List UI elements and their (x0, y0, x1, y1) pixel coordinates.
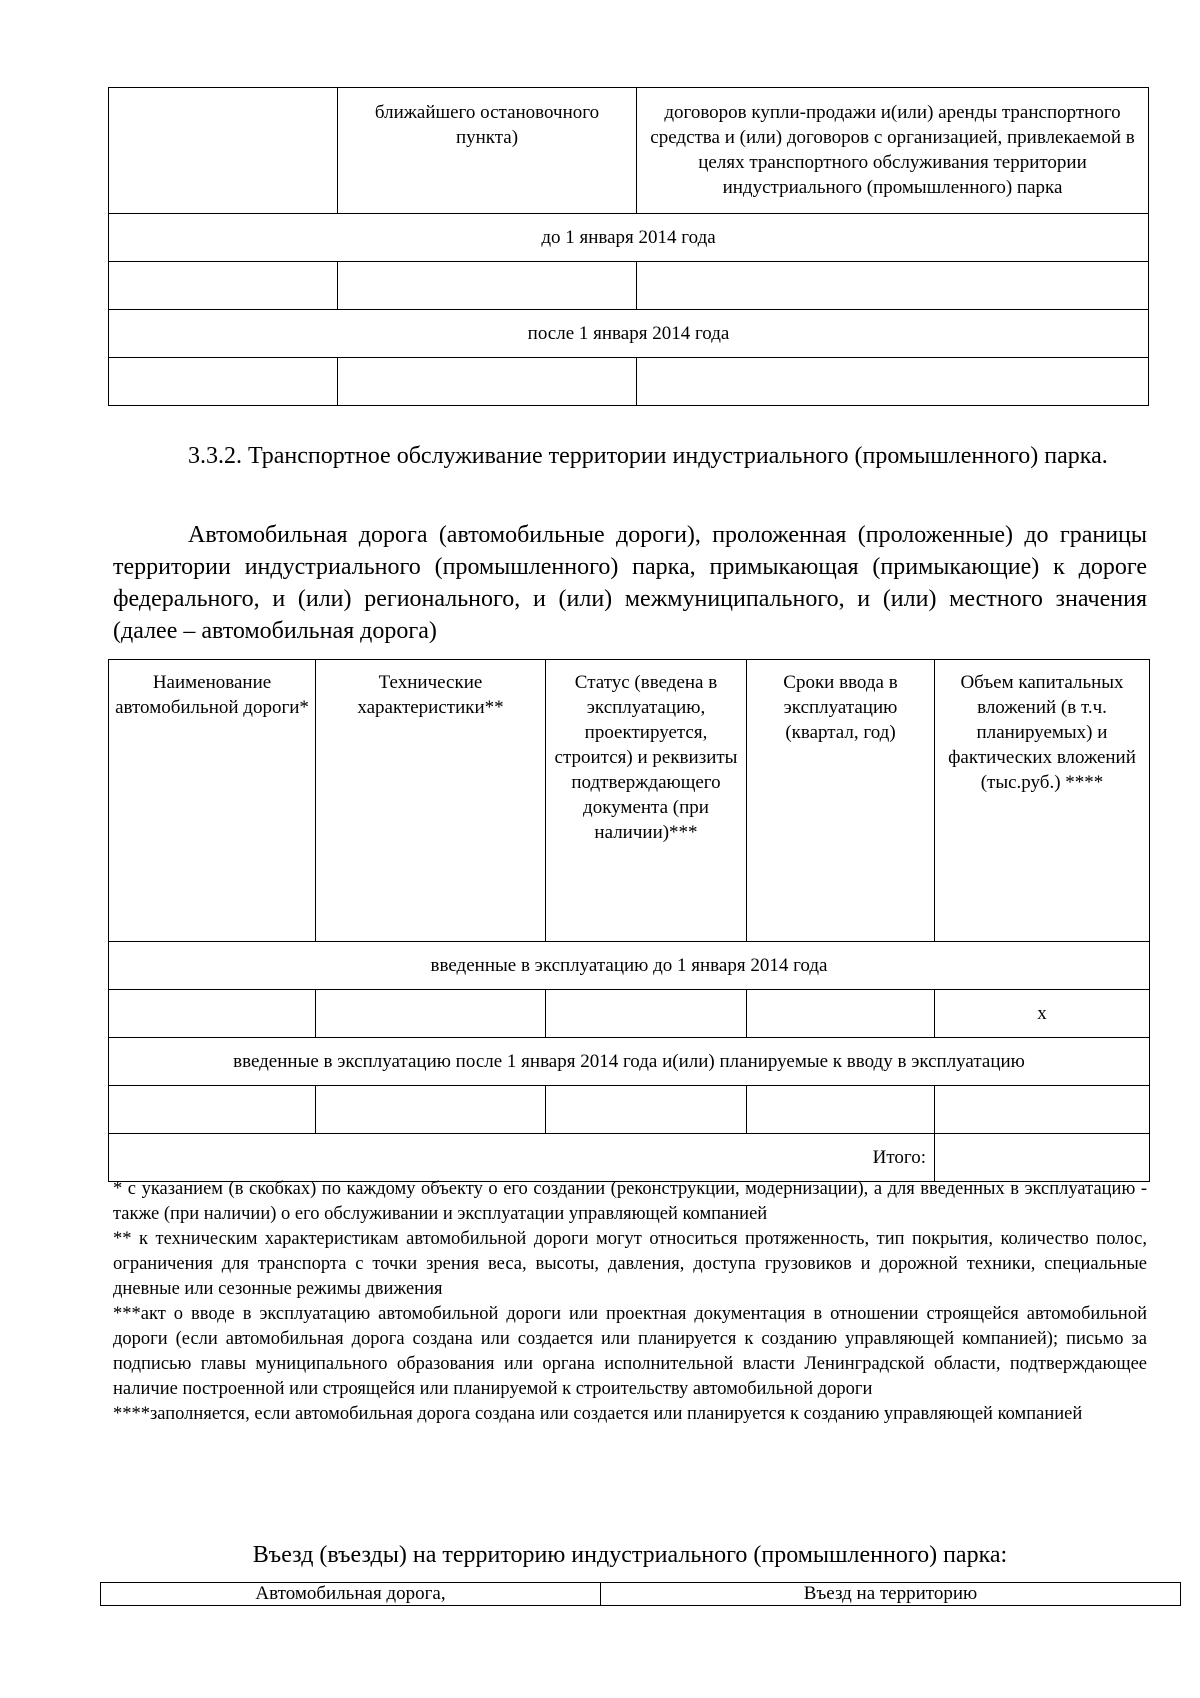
table-cell (747, 1086, 935, 1134)
road-table (108, 659, 1150, 1182)
table-header-row (101, 1583, 1181, 1606)
table-row (109, 990, 1150, 1038)
section-row (109, 1038, 1150, 1086)
section-label-before-2014: введенные в эксплуатацию до 1 января 2014 года (109, 942, 1150, 990)
table-cell (935, 1086, 1150, 1134)
table-cell (338, 262, 637, 310)
header-cell-contracts: договоров купли-продажи и(или) аренды транспортного средства и (или) договоров с организацией, привлекаемой в целях транспортного обслуживания территории индустриального (промышленного) парка (637, 88, 1149, 214)
entry-heading: Въезд (въезды) на территорию индустриального (промышленного) парка: (252, 1542, 1008, 1568)
footnote-2: ** к техническим характеристикам автомобильной дороги могут относиться протяженность, тип покрытия, количество полос, ограничения для транспорта с точки зрения веса, высоты, давления, доступа грузовиков и дорожной техники, специальные дневные или сезонные режимы движения (113, 1229, 1147, 1299)
table-cell (546, 990, 747, 1038)
x-mark-cell: х (935, 990, 1150, 1038)
table-cell (109, 358, 338, 406)
section-row (109, 942, 1150, 990)
header-technical-specs: Технические характеристики** (316, 660, 546, 942)
footnotes (113, 1177, 1147, 1427)
table-header-row (109, 660, 1150, 942)
footnote-4: ****заполняется, если автомобильная дорога создана или создается или планируется к созданию управляющей компанией (113, 1404, 1083, 1424)
table-cell (316, 990, 546, 1038)
road-description-paragraph (113, 519, 1147, 647)
section-row (109, 310, 1149, 358)
table-cell (338, 358, 637, 406)
table-cell (109, 990, 316, 1038)
table-cell (747, 990, 935, 1038)
section-label-before-2014: до 1 января 2014 года (109, 214, 1149, 262)
table-cell (109, 1086, 316, 1134)
header-cell-stop: ближайшего остановочного пункта) (338, 88, 637, 214)
table-cell (109, 262, 338, 310)
header-road-name: Наименование автомобильной дороги* (109, 660, 316, 942)
section-title: Транспортное обслуживание территории индустриального (промышленного) парка. (248, 443, 1108, 469)
section-label-after-2014: после 1 января 2014 года (109, 310, 1149, 358)
total-value-cell (935, 1134, 1150, 1182)
road-description-text: Автомобильная дорога (автомобильные дороги), проложенная (проложенные) до границы территории индустриального (промышленного) парка, примыкающая (примыкающие) к дороге федерального, и (или) регионального, и (или) межмуниципального, и (или) местного значения (далее – автомобильная дорога) (113, 522, 1147, 644)
table-row (109, 262, 1149, 310)
section-label-after-2014: введенные в эксплуатацию после 1 января 2014 года и(или) планируемые к вводу в эксплуатацию (109, 1038, 1150, 1086)
entry-table (100, 1582, 1181, 1606)
table-row (109, 358, 1149, 406)
header-investment-volume: Объем капитальных вложений (в т.ч. планируемых) и фактических вложений (тыс.руб.) **** (935, 660, 1150, 942)
footnote-1: * с указанием (в скобках) по каждому объекту о его создании (реконструкции, модернизации), а для введенных в эксплуатацию - также (при наличии) о его обслуживании и эксплуатации управляющей компанией (113, 1179, 1147, 1224)
table-cell (109, 88, 338, 214)
header-road: Автомобильная дорога, (101, 1583, 601, 1606)
total-label: Итого: (109, 1134, 935, 1182)
section-number: 3.3.2. (188, 443, 242, 469)
table-cell (637, 262, 1149, 310)
header-commissioning-dates: Сроки ввода в эксплуатацию (квартал, год) (747, 660, 935, 942)
table-cell (637, 358, 1149, 406)
table-cell (316, 1086, 546, 1134)
header-status: Статус (введена в эксплуатацию, проектируется, строится) и реквизиты подтверждающего документа (при наличии)*** (546, 660, 747, 942)
table-row (109, 1086, 1150, 1134)
section-3-3-2-heading (113, 440, 1147, 472)
table-cell (546, 1086, 747, 1134)
header-entry: Въезд на территорию (601, 1583, 1181, 1606)
transport-table (108, 87, 1149, 406)
total-row (109, 1134, 1150, 1182)
footnote-3: ***акт о вводе в эксплуатацию автомобильной дороги или проектная документация в отношении строящейся автомобильной дороги (если автомобильная дорога создана или создается или планируется к созданию управляющей компанией); письмо за подписью главы муниципального образования или органа исполнительной власти Ленинградской области, подтверждающее наличие построенной или строящейся или планируемой к строительству автомобильной дороги (113, 1304, 1147, 1399)
table-header-row (109, 88, 1149, 214)
section-row (109, 214, 1149, 262)
